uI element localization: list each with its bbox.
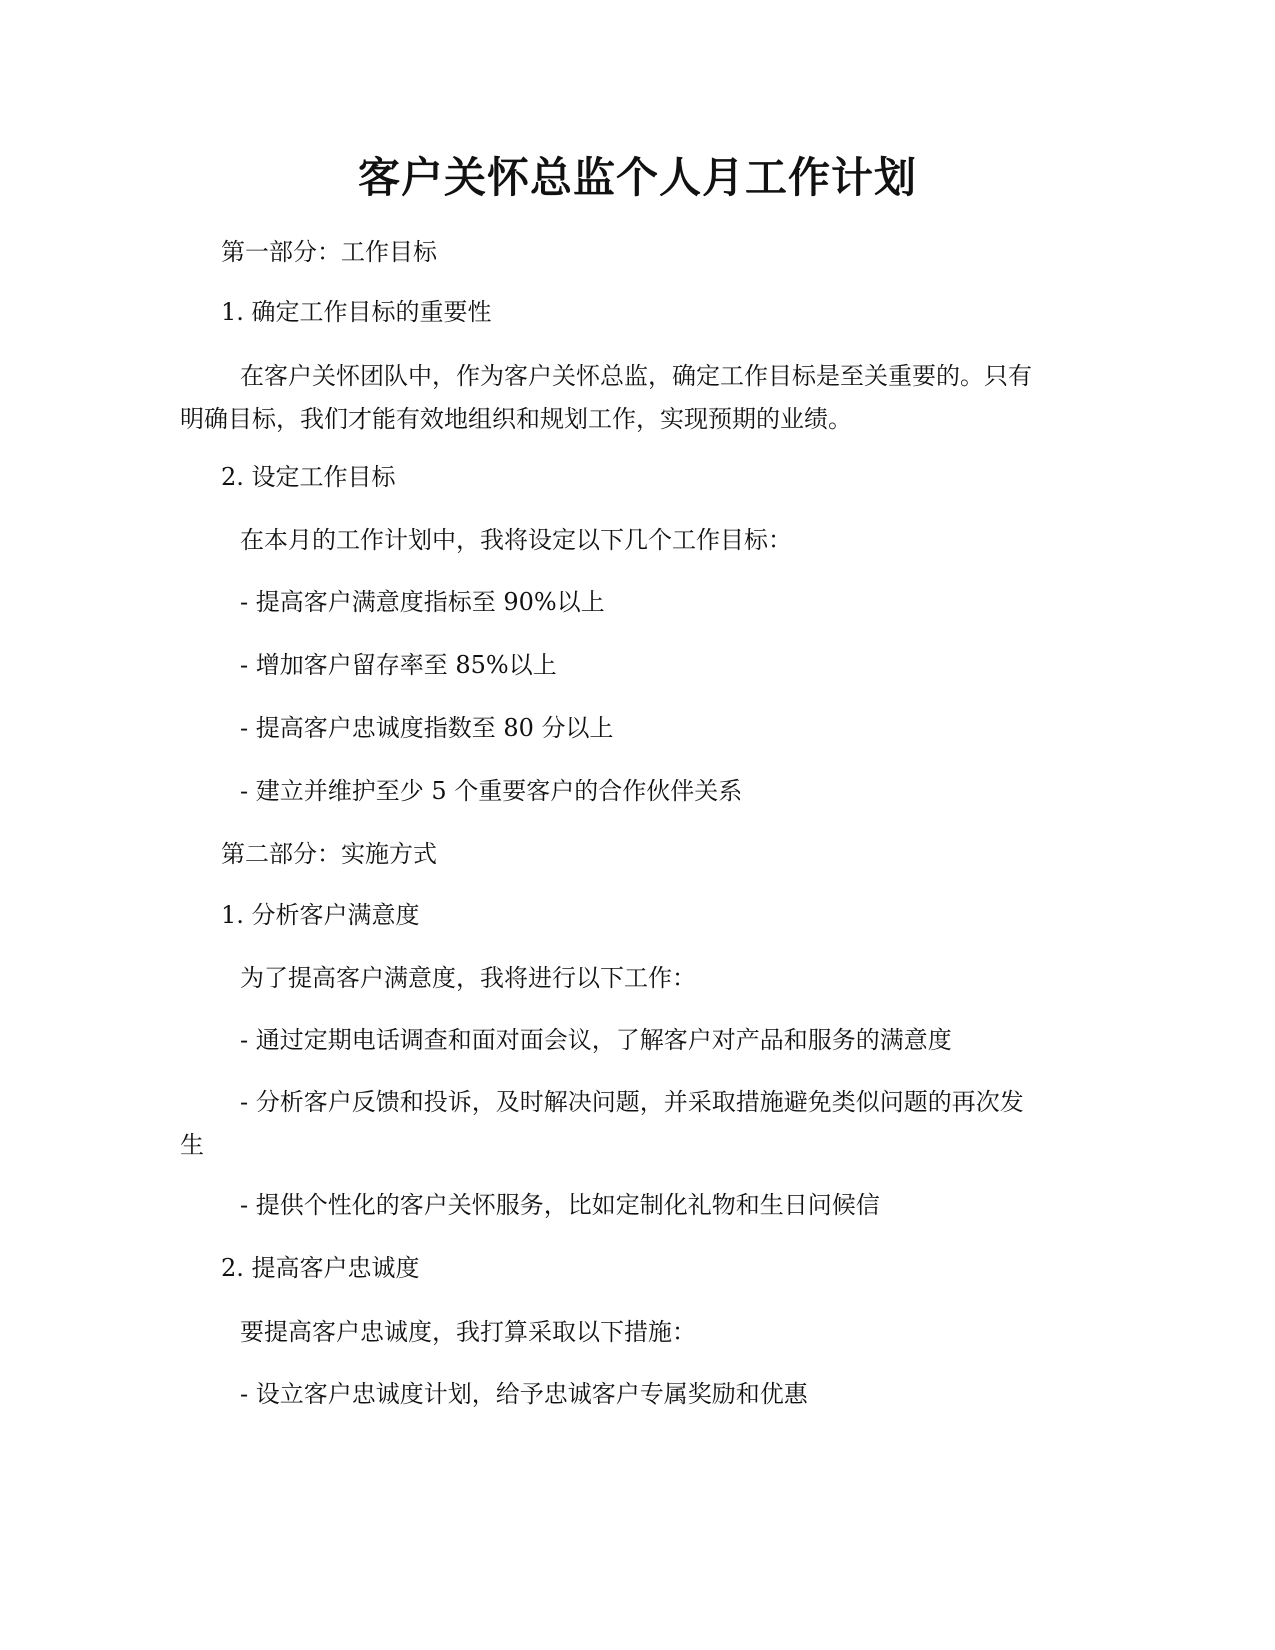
paragraph-line: 要提高客户忠诚度，我打算采取以下措施： xyxy=(240,1318,696,1346)
paragraph-line: 在本月的工作计划中，我将设定以下几个工作目标： xyxy=(240,526,792,554)
list-item-continuation: 生 xyxy=(180,1131,204,1159)
subheading-1-2: 2. 设定工作目标 xyxy=(221,463,396,491)
paragraph-line: 为了提高客户满意度，我将进行以下工作： xyxy=(240,964,696,992)
list-item: - 分析客户反馈和投诉，及时解决问题，并采取措施避免类似问题的再次发 xyxy=(240,1088,1024,1116)
list-item: - 增加客户留存率至 85%以上 xyxy=(240,651,557,679)
paragraph-line: 明确目标，我们才能有效地组织和规划工作，实现预期的业绩。 xyxy=(180,405,852,433)
list-item: - 建立并维护至少 5 个重要客户的合作伙伴关系 xyxy=(240,777,743,805)
subheading-2-2: 2. 提高客户忠诚度 xyxy=(221,1254,420,1282)
subheading-1-1: 1. 确定工作目标的重要性 xyxy=(221,298,492,326)
section-heading-2: 第二部分：实施方式 xyxy=(221,840,437,868)
list-item: - 设立客户忠诚度计划，给予忠诚客户专属奖励和优惠 xyxy=(240,1380,808,1408)
list-item: - 提高客户忠诚度指数至 80 分以上 xyxy=(240,714,614,742)
section-heading-1: 第一部分：工作目标 xyxy=(221,238,437,266)
list-item: - 通过定期电话调查和面对面会议，了解客户对产品和服务的满意度 xyxy=(240,1026,952,1054)
paragraph-line: 在客户关怀团队中，作为客户关怀总监，确定工作目标是至关重要的。只有 xyxy=(240,362,1032,390)
document-title: 客户关怀总监个人月工作计划 xyxy=(357,153,917,202)
list-item: - 提供个性化的客户关怀服务，比如定制化礼物和生日问候信 xyxy=(240,1191,880,1219)
subheading-2-1: 1. 分析客户满意度 xyxy=(221,901,420,929)
list-item: - 提高客户满意度指标至 90%以上 xyxy=(240,588,605,616)
